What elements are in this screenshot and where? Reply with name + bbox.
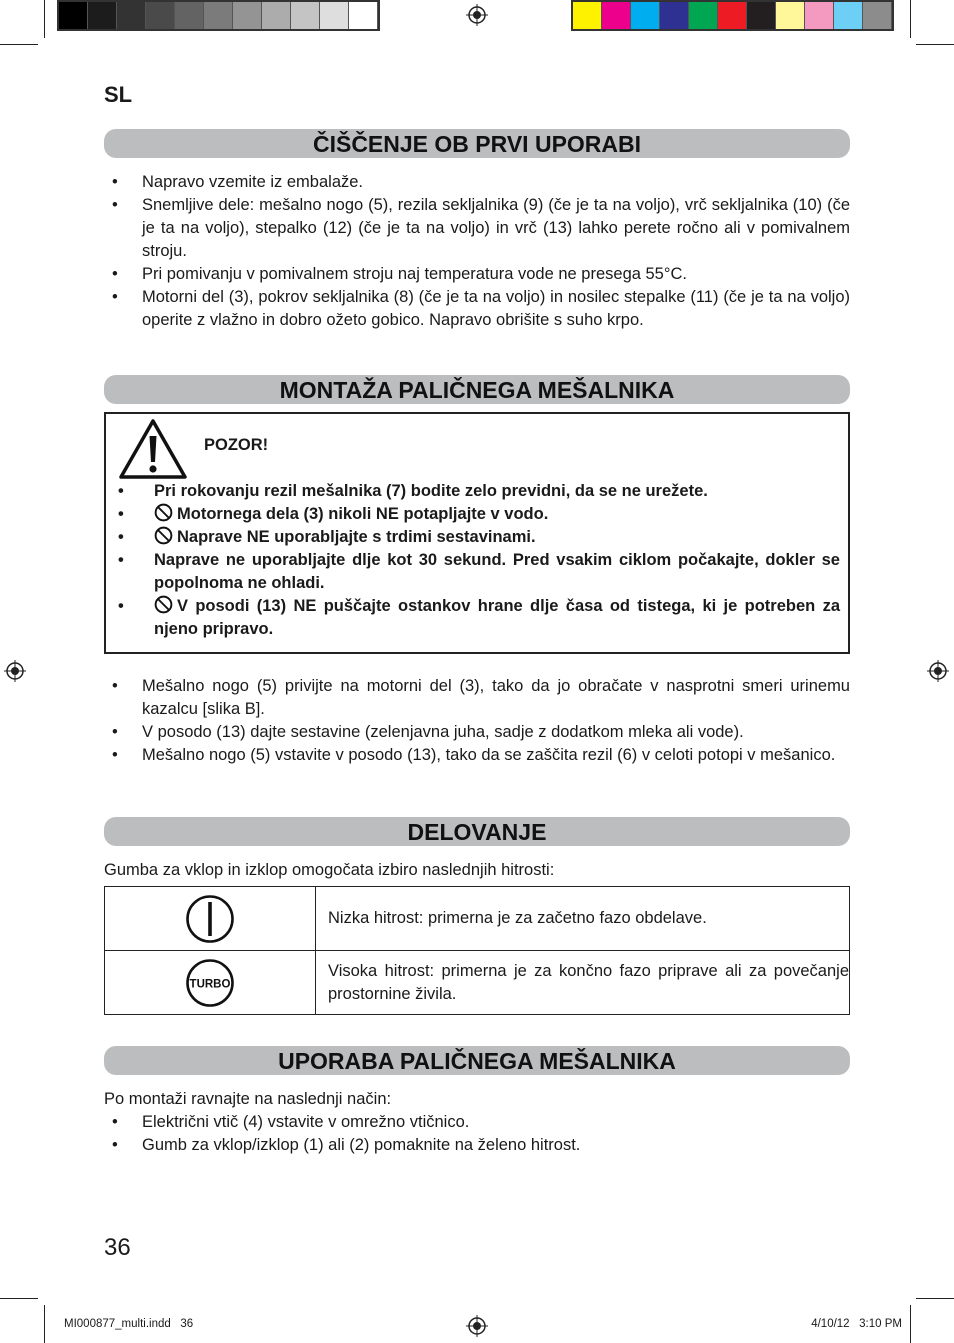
crop-mark bbox=[910, 1305, 911, 1343]
section-heading-usage: UPORABA PALIČNEGA MEŠALNIKA bbox=[104, 1046, 850, 1075]
color-swatches bbox=[571, 0, 894, 31]
speed-table bbox=[104, 886, 850, 1015]
color-swatch bbox=[88, 2, 117, 29]
color-swatch bbox=[291, 2, 320, 29]
color-swatch bbox=[863, 2, 892, 29]
warning-item: • Motornega dela (3) nikoli NE potapljajte v vodo. bbox=[116, 503, 840, 526]
warning-item: • Pri rokovanju rezil mešalnika (7) bodite zelo previdni, da se ne urežete. bbox=[116, 480, 840, 503]
assembly-list bbox=[104, 675, 850, 767]
color-swatch bbox=[233, 2, 262, 29]
list-item: • Gumb za vklop/izklop (1) ali (2) pomaknite na želeno hitrost. bbox=[104, 1134, 850, 1157]
section-heading-assembly: MONTAŽA PALIČNEGA MEŠALNIKA bbox=[104, 375, 850, 404]
table-cell: Visoka hitrost: primerna je za končno fazo priprave ali za povečanje prostornine živila. bbox=[316, 951, 850, 1015]
crop-mark bbox=[916, 1298, 954, 1299]
registration-mark-icon bbox=[466, 1315, 488, 1337]
color-swatch bbox=[573, 2, 602, 29]
list-item: • Pri pomivanju v pomivalnem stroju naj temperatura vode ne presega 55°C. bbox=[104, 263, 850, 286]
warning-list bbox=[116, 480, 840, 641]
color-swatch bbox=[117, 2, 146, 29]
usage-list bbox=[104, 1111, 850, 1157]
color-swatch bbox=[146, 2, 175, 29]
warning-item: • Naprave ne uporabljajte dlje kot 30 sekund. Pred vsakim ciklom počakajte, dokler se popolnoma ne ohladi. bbox=[116, 549, 840, 595]
list-item: • Mešalno nogo (5) vstavite v posodo (13), tako da se zaščita rezil (6) v celoti potopi v mešanico. bbox=[104, 744, 850, 767]
footer-file: MI000877_multi.indd 36 bbox=[64, 1318, 194, 1330]
crop-mark bbox=[0, 44, 38, 45]
warning-triangle-icon bbox=[118, 418, 188, 480]
table-cell bbox=[105, 951, 316, 1015]
warning-box bbox=[104, 412, 850, 654]
list-item: • V posodo (13) dajte sestavine (zelenjavna juha, sadje z dodatkom mleka ali vode). bbox=[104, 721, 850, 744]
crop-mark bbox=[44, 0, 45, 38]
color-swatch bbox=[175, 2, 204, 29]
table-row bbox=[105, 951, 850, 1015]
crop-mark bbox=[0, 1298, 38, 1299]
color-swatch bbox=[805, 2, 834, 29]
page-number: 36 bbox=[104, 1234, 131, 1261]
color-swatch bbox=[776, 2, 805, 29]
usage-intro: Po montaži ravnajte na naslednji način: bbox=[104, 1090, 392, 1108]
prohibition-icon bbox=[154, 526, 173, 545]
language-code: SL bbox=[104, 82, 133, 107]
table-cell bbox=[105, 887, 316, 951]
footer-date: 4/10/12 3:10 PM bbox=[811, 1318, 902, 1330]
color-swatch bbox=[59, 2, 88, 29]
registration-mark-icon bbox=[466, 4, 488, 26]
registration-mark-icon bbox=[4, 660, 26, 682]
crop-mark bbox=[44, 1305, 45, 1343]
crop-mark bbox=[916, 44, 954, 45]
svg-text:TURBO: TURBO bbox=[189, 978, 231, 990]
list-item: • Snemljive dele: mešalno nogo (5), rezila sekljalnika (9) (če je ta na voljo), vrč sekljalnika (10) (če je ta na voljo), stepalko (12) (če je ta na voljo) in vrč (13) lahko perete ročno ali v pomivalnem stroju. bbox=[104, 194, 850, 263]
table-cell: Nizka hitrost: primerna je za začetno fazo obdelave. bbox=[316, 887, 850, 951]
warning-item: • V posodi (13) NE puščajte ostankov hrane dlje časa od tistega, ki je potreben za njeno pripravo. bbox=[116, 595, 840, 641]
grayscale-swatches bbox=[57, 0, 380, 31]
color-swatch bbox=[349, 2, 378, 29]
warning-item: • Naprave NE uporabljajte s trdimi sestavinami. bbox=[116, 526, 840, 549]
list-item: • Mešalno nogo (5) privijte na motorni del (3), tako da jo obračate v nasprotni smeri urinemu kazalcu [slika B]. bbox=[104, 675, 850, 721]
list-item: • Električni vtič (4) vstavite v omrežno vtičnico. bbox=[104, 1111, 850, 1134]
crop-mark bbox=[910, 0, 911, 38]
prohibition-icon bbox=[154, 503, 173, 522]
turbo-icon bbox=[185, 958, 235, 1008]
cleaning-list bbox=[104, 171, 850, 332]
prohibition-icon bbox=[154, 595, 173, 614]
color-swatch bbox=[660, 2, 689, 29]
color-swatch bbox=[320, 2, 349, 29]
list-item: • Motorni del (3), pokrov sekljalnika (8) (če je ta na voljo) in nosilec stepalke (11) (če je ta na voljo) operite z vlažno in dobro ožeto gobico. Napravo obrišite s suho krpo. bbox=[104, 286, 850, 332]
color-swatch bbox=[689, 2, 718, 29]
list-item: • Napravo vzemite iz embalaže. bbox=[104, 171, 850, 194]
section-heading-cleaning: ČIŠČENJE OB PRVI UPORABI bbox=[104, 129, 850, 158]
color-swatch bbox=[204, 2, 233, 29]
registration-mark-icon bbox=[927, 660, 949, 682]
color-swatch bbox=[718, 2, 747, 29]
color-swatch bbox=[602, 2, 631, 29]
operation-intro: Gumba za vklop in izklop omogočata izbiro naslednjih hitrosti: bbox=[104, 861, 555, 879]
section-heading-operation: DELOVANJE bbox=[104, 817, 850, 846]
table-row bbox=[105, 887, 850, 951]
color-swatch bbox=[834, 2, 863, 29]
color-swatch bbox=[262, 2, 291, 29]
warning-title: POZOR! bbox=[204, 436, 269, 454]
color-swatch bbox=[631, 2, 660, 29]
speed-one-icon bbox=[185, 894, 235, 944]
color-swatch bbox=[747, 2, 776, 29]
